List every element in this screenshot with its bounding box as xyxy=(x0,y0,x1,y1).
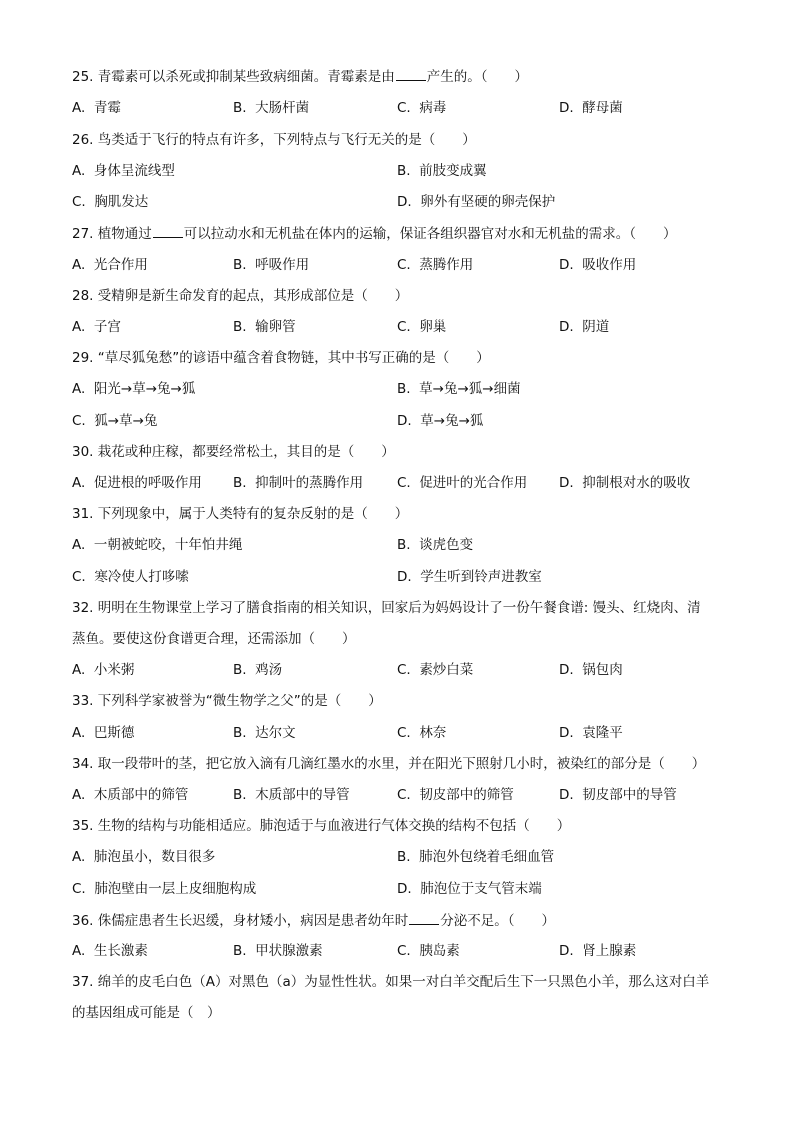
question-text: 青霉素可以杀死或抑制某些致病细菌。青霉素是由 xyxy=(97,69,395,85)
question-text: 侏儒症患者生长迟缓，身材矮小，病因是患者幼年时 xyxy=(97,913,409,929)
question-number: 28. xyxy=(72,288,94,304)
option-a: A. 一朝被蛇咬，十年怕井绳 xyxy=(72,537,243,553)
question-text: 产生的。（ ） xyxy=(426,69,529,85)
question-36-stem xyxy=(72,911,555,930)
option-a: A. 巴斯德 xyxy=(72,725,135,741)
question-number: 30. xyxy=(72,444,94,460)
question-number: 25. xyxy=(72,69,94,85)
option-b: B. 鸡汤 xyxy=(233,662,283,678)
option-b: B. 前肢变成翼 xyxy=(397,163,487,179)
option-b: B. 呼吸作用 xyxy=(233,257,310,273)
option-c: C. 寒冷使人打哆嗦 xyxy=(72,569,189,585)
question-number: 32. xyxy=(72,600,94,616)
option-c: C. 卵巢 xyxy=(397,319,447,335)
option-d: D. 肺泡位于支气管末端 xyxy=(397,881,542,897)
question-37-stem xyxy=(72,973,709,991)
question-text: 栽花或种庄稼，都要经常松土，其目的是（ ） xyxy=(97,444,395,460)
option-a: A. 肺泡虽小，数目很多 xyxy=(72,849,216,865)
option-c: C. 胸肌发达 xyxy=(72,194,149,210)
option-b: B. 草→兔→狐→细菌 xyxy=(397,381,521,397)
answer-blank xyxy=(396,67,426,81)
option-b: B. 肺泡外包绕着毛细血管 xyxy=(397,849,555,865)
option-d: D. 草→兔→狐 xyxy=(397,413,484,429)
option-c: C. 肺泡壁由一层上皮细胞构成 xyxy=(72,881,257,897)
option-a: A. 生长激素 xyxy=(72,943,148,959)
option-c: C. 病毒 xyxy=(397,100,447,116)
question-text: 鸟类适于飞行的特点有许多，下列特点与飞行无关的是（ ） xyxy=(97,132,476,148)
question-text: 下列科学家被誉为“微生物学之父”的是（ ） xyxy=(97,693,382,709)
option-a: A. 光合作用 xyxy=(72,257,148,273)
answer-blank xyxy=(409,911,439,925)
question-number: 37. xyxy=(72,974,94,990)
option-d: D. 学生听到铃声进教室 xyxy=(397,569,542,585)
option-c: C. 促进叶的光合作用 xyxy=(397,475,528,491)
question-32-stem-cont xyxy=(72,630,356,648)
question-text: 蒸鱼。要使这份食谱更合理，还需添加（ ） xyxy=(72,631,356,647)
option-b: B. 大肠杆菌 xyxy=(233,100,310,116)
question-number: 26. xyxy=(72,132,94,148)
option-a: A. 促进根的呼吸作用 xyxy=(72,475,202,491)
question-number: 34. xyxy=(72,756,94,772)
option-c: C. 韧皮部中的筛管 xyxy=(397,787,514,803)
option-b: B. 达尔文 xyxy=(233,725,296,741)
question-27-stem xyxy=(72,224,677,243)
question-text: 取一段带叶的茎，把它放入滴有几滴红墨水的水里，并在阳光下照射几小时，被染红的部分是（ ） xyxy=(97,756,706,772)
option-c: C. 胰岛素 xyxy=(397,943,460,959)
option-d: D. 阴道 xyxy=(559,319,610,335)
option-b: B. 木质部中的导管 xyxy=(233,787,350,803)
question-text: 生物的结构与功能相适应。肺泡适于与血液进行气体交换的结构不包括（ ） xyxy=(97,818,571,834)
question-26-stem xyxy=(72,131,476,149)
option-a: A. 阳光→草→兔→狐 xyxy=(72,381,196,397)
question-number: 29. xyxy=(72,350,94,366)
option-c: C. 狐→草→兔 xyxy=(72,413,158,429)
question-number: 36. xyxy=(72,913,94,929)
question-text: 下列现象中，属于人类特有的复杂反射的是（ ） xyxy=(97,506,409,522)
question-number: 27. xyxy=(72,226,94,242)
option-d: D. 袁隆平 xyxy=(559,725,623,741)
option-d: D. 卵外有坚硬的卵壳保护 xyxy=(397,194,556,210)
option-a: A. 小米粥 xyxy=(72,662,135,678)
question-35-stem xyxy=(72,817,570,835)
question-number: 35. xyxy=(72,818,94,834)
question-text: 明明在生物课堂上学习了膳食指南的相关知识，回家后为妈妈设计了一份午餐食谱: 馒头、红烧肉、清 xyxy=(97,600,701,616)
option-c: C. 素炒白菜 xyxy=(397,662,474,678)
question-28-stem xyxy=(72,287,408,305)
question-text: 分泌不足。（ ） xyxy=(440,913,556,929)
question-30-stem xyxy=(72,443,395,461)
question-37-stem-cont xyxy=(72,1004,221,1022)
question-number: 31. xyxy=(72,506,94,522)
option-d: D. 肾上腺素 xyxy=(559,943,637,959)
option-d: D. 抑制根对水的吸收 xyxy=(559,475,691,491)
question-25-stem xyxy=(72,67,528,86)
option-d: D. 锅包肉 xyxy=(559,662,623,678)
question-33-stem xyxy=(72,692,382,710)
option-a: A. 木质部中的筛管 xyxy=(72,787,189,803)
option-d: D. 吸收作用 xyxy=(559,257,637,273)
question-text: 可以拉动水和无机盐在体内的运输，保证各组织器官对水和无机盐的需求。（ ） xyxy=(183,226,677,242)
answer-blank xyxy=(153,224,183,238)
option-c: C. 林奈 xyxy=(397,725,447,741)
question-32-stem xyxy=(72,599,701,617)
question-text: 的基因组成可能是（ ） xyxy=(72,1005,221,1021)
option-d: D. 韧皮部中的导管 xyxy=(559,787,677,803)
option-b: B. 输卵管 xyxy=(233,319,296,335)
question-31-stem xyxy=(72,505,408,523)
question-34-stem xyxy=(72,755,705,773)
option-a: A. 青霉 xyxy=(72,100,121,116)
option-c: C. 蒸腾作用 xyxy=(397,257,474,273)
question-29-stem xyxy=(72,349,490,367)
question-text: 受精卵是新生命发育的起点，其形成部位是（ ） xyxy=(97,288,409,304)
option-d: D. 酵母菌 xyxy=(559,100,623,116)
question-number: 33. xyxy=(72,693,94,709)
option-a: A. 子宫 xyxy=(72,319,121,335)
option-a: A. 身体呈流线型 xyxy=(72,163,175,179)
option-b: B. 甲状腺激素 xyxy=(233,943,323,959)
question-text: 绵羊的皮毛白色（A）对黑色（a）为显性性状。如果一对白羊交配后生下一只黑色小羊，那么这对白羊 xyxy=(97,974,710,990)
question-text: 植物通过 xyxy=(97,226,152,242)
option-b: B. 谈虎色变 xyxy=(397,537,474,553)
option-b: B. 抑制叶的蒸腾作用 xyxy=(233,475,364,491)
question-text: “草尽狐兔愁”的谚语中蕴含着食物链，其中书写正确的是（ ） xyxy=(97,350,490,366)
